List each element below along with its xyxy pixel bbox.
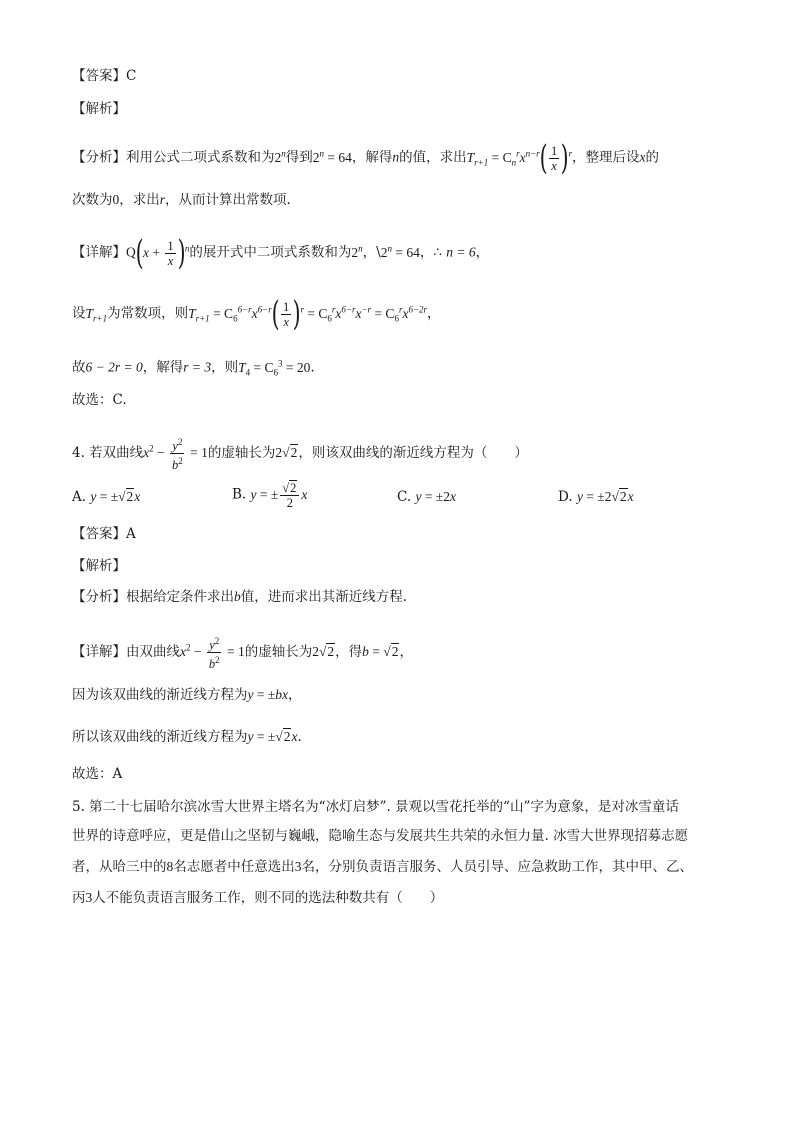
math-general-term: $T_{r+1} = C_n^rx^{n-r}$( $\frac{1}{x}$ )$^r$	[466, 138, 572, 179]
q3-she-line: 设$T_{r+1}$为常数项，则$T_{r+1} = C_6^{6-r}x^{6-r}$( $\frac{1}{x}$ )$^r = C_6^rx^{6-r}x^{-r} = C_6^rx^{6-2r}$，	[72, 294, 441, 335]
answer-value: C	[126, 68, 137, 84]
xiangjie-label: 【详解】	[72, 244, 126, 261]
q4-answer-line	[72, 524, 136, 544]
q3-fenxi-line: 【分析】利用公式二项式系数和为2$^n$得到$2^n = 64$，解得n的值，求出$T_{r+1} = C_n^rx^{n-r}$( $\frac{1}{x}$ )$^r$，整理后设x的	[72, 138, 659, 179]
math-2sqrt2: 2√2	[275, 444, 298, 460]
math-term-expansion: $T_{r+1} = C_6^{6-r}x^{6-r}$( $\frac{1}{x}$ )$^r = C_6^rx^{6-r}x^{-r} = C_6^rx^{6-2r}$	[188, 294, 428, 335]
q3-fenxi-line-2: 次数为0，求出r，从而计算出常数项.	[72, 192, 291, 208]
q5-line-1: 5. 第二十七届哈尔滨冰雪大世界主塔名为“冰灯启梦”. 景观以雪花托举的“山”字为意象，是对冰雪童话	[72, 799, 679, 815]
q4-guxuan: 故选：A	[72, 766, 123, 782]
option-c[interactable]: C. y = ±2x	[397, 489, 456, 505]
q3-xiangjie-line: 【详解】Q(x + $\frac{1}{x}$ )$^n$的展开式中二项式系数和为2$^n$，\2$^n$ = 64，∴ n = 6，	[72, 233, 490, 274]
math-n: n	[392, 149, 400, 165]
math-binomial: (x + $\frac{1}{x}$ )$^n$	[135, 233, 190, 274]
math-x: x	[639, 149, 646, 165]
q4-jiexi-label: 【解析】	[72, 558, 126, 574]
q3-gu-line: 故6 − 2r = 0，解得r = 3，则$T_4 = C_6^3 = 20$.	[72, 358, 315, 378]
q4-line-b: 因为该双曲线的渐近线方程为y = ±bx，	[72, 687, 302, 703]
fenxi-label: 【分析】	[72, 589, 126, 605]
math-r: r	[159, 192, 166, 207]
fenxi-label: 【分析】	[72, 149, 126, 166]
q4-line-c: 所以该双曲线的渐近线方程为y = ±√2x.	[72, 729, 302, 745]
q4-xiangjie-line: 【详解】由双曲线$x^2$ − $\frac{y^2}{b^2}$ = 1的虚轴长为2√2，得b = √2，	[72, 636, 413, 672]
math-t4: $T_4 = C_6^3 = 20$	[238, 358, 311, 378]
math-2n-eq-64-b: 2$^n$ = 64	[380, 243, 420, 260]
math-2n-eq-64: $2^n = 64$	[312, 148, 352, 165]
xiangjie-label: 【详解】	[72, 643, 126, 660]
option-d[interactable]: D. y = ±2√2x	[558, 489, 634, 505]
q4-fenxi-line: 【分析】根据给定条件求出b值，进而求出其渐近线方程.	[72, 589, 408, 605]
answer-label: 【答案】	[72, 526, 126, 542]
q4-stem: 4. 若双曲线$x^2$ − $\frac{y^2}{b^2}$ = 1的虚轴长为2√2，则该双曲线的渐近线方程为（ ）	[72, 437, 528, 473]
math-hyperbola: $x^2$ − $\frac{y^2}{b^2}$ = 1	[143, 437, 208, 473]
q3-answer-line	[72, 66, 136, 86]
q5-line-3: 者，从哈三中的8名志愿者中任意选出3名，分别负责语言服务、人员引导、应急救助工作，其中甲、乙、	[72, 859, 693, 875]
q3-guxuan: 故选：C.	[72, 392, 127, 408]
option-b[interactable]: B. y = ± $\frac{√2}{2}$ x	[232, 481, 308, 510]
answer-label: 【答案】	[72, 68, 126, 84]
math-2n: 2$^n$	[274, 148, 286, 165]
q3-jiexi-label: 【解析】	[72, 101, 126, 117]
q5-line-2: 世界的诗意呼应，更是借山之坚韧与巍峨，隐喻生态与发展共生共荣的永恒力量. 冰雪大世界现招募志愿	[72, 828, 689, 844]
answer-value: A	[126, 526, 136, 542]
q5-line-4: 丙3人不能负责语言服务工作，则不同的选法种数共有（ ）	[72, 890, 444, 906]
option-a[interactable]: A. y = ±√2x	[72, 489, 141, 505]
